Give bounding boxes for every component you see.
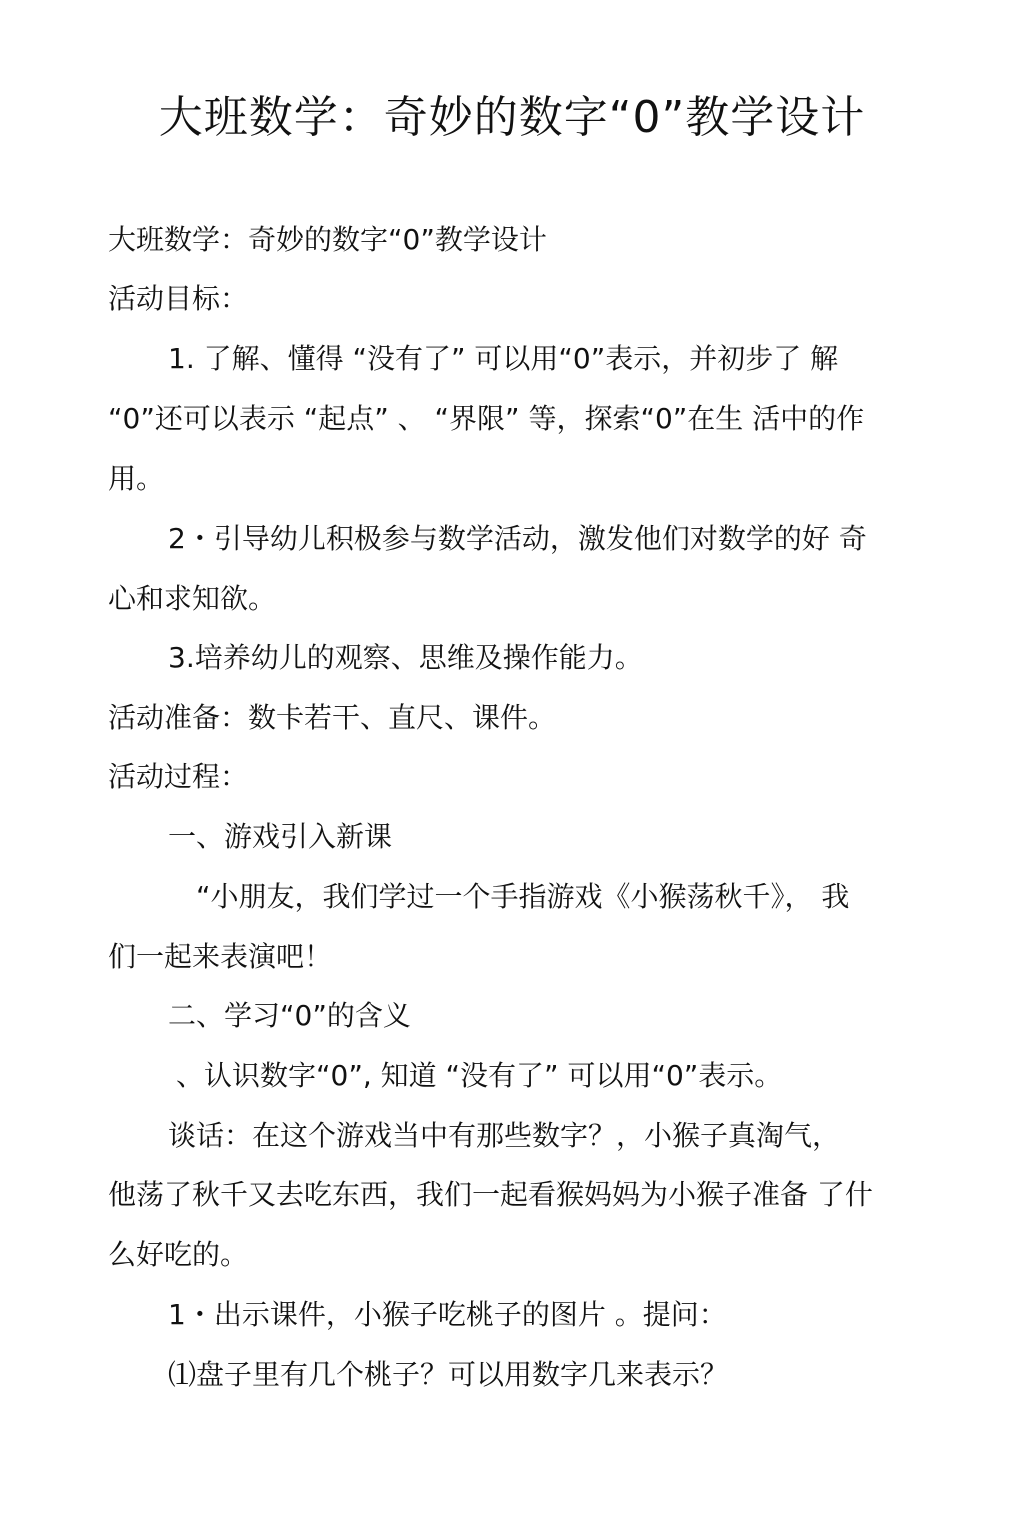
text-line: 一、游戏引入新课 xyxy=(168,820,393,853)
text-line: 心和求知欲。 xyxy=(108,582,277,615)
text-line: 1・出示课件，小猴子吃桃子的图片 。提问： xyxy=(168,1298,727,1331)
text-line: 他荡了秋千又去吃东西，我们一起看猴妈妈为小猴子准备 了什 xyxy=(108,1178,873,1211)
text-line: 么好吃的。 xyxy=(108,1238,249,1271)
text-line: 谈话：在这个游戏当中有那些数字？，小猴子真淘气， xyxy=(168,1119,841,1152)
text-line: 活动过程： xyxy=(108,760,249,793)
text-line: “小朋友，我们学过一个手指游戏《小猴荡秋千》， 我 xyxy=(196,880,850,913)
text-line: 3.培养幼儿的观察、思维及操作能力。 xyxy=(168,641,643,674)
text-line: 、认识数字“0”, 知道 “没有了” 可以用“0”表示。 xyxy=(176,1059,783,1092)
text-line: 们一起来表演吧！ xyxy=(108,940,333,973)
text-line: 用。 xyxy=(108,462,165,495)
document-title: 大班数学：奇妙的数字“0”教学设计 xyxy=(158,92,866,143)
text-line: 活动准备：数卡若干、直尺、课件。 xyxy=(108,701,557,734)
text-line: 1. 了解、懂得 “没有了” 可以用“0”表示，并初步了 解 xyxy=(168,342,839,375)
text-line: ⑴盘子里有几个桃子？可以用数字几来表示？ xyxy=(168,1358,729,1391)
text-line: “0”还可以表示 “起点” 、 “界限” 等，探索“0”在生 活中的作 xyxy=(108,402,865,435)
text-line: 大班数学：奇妙的数字“0”教学设计 xyxy=(108,223,547,256)
text-line: 活动目标： xyxy=(108,282,249,315)
text-line: 二、学习“0”的含义 xyxy=(168,999,411,1032)
text-line: 2・引导幼儿积极参与数学活动，激发他们对数学的好 奇 xyxy=(168,522,867,555)
